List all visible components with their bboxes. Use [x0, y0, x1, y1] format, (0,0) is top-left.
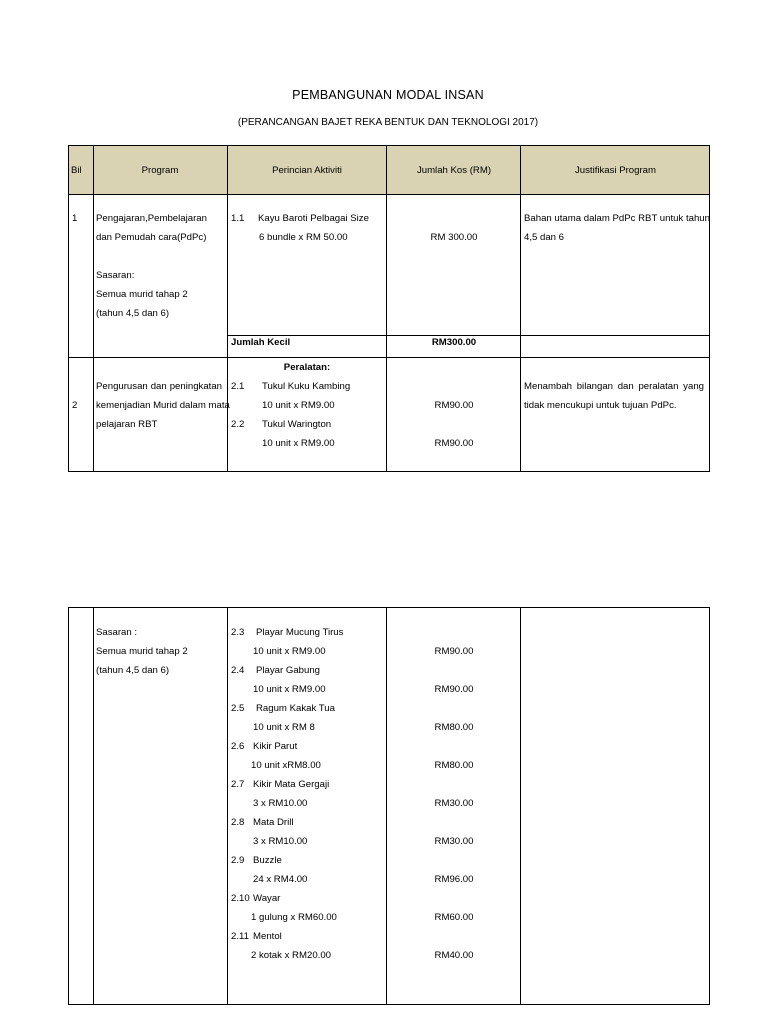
header-bil: Bil — [71, 165, 82, 176]
item-qty: 1 gulung x RM60.00 — [251, 912, 337, 923]
item-qty: 2 kotak x RM20.00 — [251, 950, 331, 961]
row1-sasaran-line2: (tahun 4,5 dan 6) — [96, 308, 170, 319]
item-cost: RM90.00 — [434, 684, 474, 695]
item-cost: RM96.00 — [434, 874, 474, 885]
item-name: Kikir Parut — [253, 741, 298, 752]
row2-item-cost: RM90.00 — [434, 438, 474, 449]
row2-item-name: Tukul Kuku Kambing — [262, 381, 351, 392]
row1-item-no: 1.1 — [231, 213, 245, 224]
row1-item-name: Kayu Baroti Pelbagai Size — [258, 213, 369, 224]
item-name: Playar Mucung Tirus — [256, 627, 344, 638]
header-program: Program — [141, 165, 179, 176]
row2-bil: 2 — [72, 400, 78, 411]
table2-sasaran-line2: (tahun 4,5 dan 6) — [96, 665, 170, 676]
item-cost: RM30.00 — [434, 836, 474, 847]
subtotal-label: Jumlah Kecil — [231, 337, 291, 348]
row2-justification-line2: tidak mencukupi untuk tujuan PdPc. — [524, 400, 677, 411]
item-cost: RM60.00 — [434, 912, 474, 923]
header-justifikasi: Justifikasi Program — [574, 165, 657, 176]
item-no: 2.11 — [231, 931, 249, 942]
row1-item-cost: RM 300.00 — [430, 232, 478, 243]
item-cost: RM80.00 — [434, 760, 474, 771]
item-qty: 3 x RM10.00 — [253, 798, 308, 809]
row1-justification-line1: Bahan utama dalam PdPc RBT untuk tahun — [524, 213, 710, 224]
row1-justification-line2: 4,5 dan 6 — [524, 232, 565, 243]
row2-program-line3: pelajaran RBT — [96, 419, 158, 430]
item-qty: 3 x RM10.00 — [253, 836, 308, 847]
header-kos: Jumlah Kos (RM) — [416, 165, 492, 176]
row2-program-line1: Pengurusan dan peningkatan — [96, 381, 222, 392]
row1-bil: 1 — [72, 213, 78, 224]
item-cost: RM80.00 — [434, 722, 474, 733]
item-cost: RM30.00 — [434, 798, 474, 809]
item-qty: 10 unit x RM9.00 — [253, 684, 326, 695]
row2-item-no: 2.2 — [231, 419, 245, 430]
item-no: 2.3 — [231, 627, 245, 638]
row2-section-label: Peralatan: — [283, 362, 331, 373]
subtotal-value: RM300.00 — [431, 337, 477, 348]
row2-item-qty: 10 unit x RM9.00 — [262, 400, 335, 411]
item-no: 2.9 — [231, 855, 245, 866]
row1-sasaran-label: Sasaran: — [96, 270, 135, 281]
row1-program-line2: dan Pemudah cara(PdPc) — [96, 232, 207, 243]
item-qty: 10 unit x RM 8 — [253, 722, 315, 733]
item-name: Wayar — [253, 893, 281, 904]
item-no: 2.5 — [231, 703, 245, 714]
header-perincian: Perincian Aktiviti — [272, 165, 342, 176]
item-no: 2.4 — [231, 665, 245, 676]
item-name: Buzzle — [253, 855, 282, 866]
item-qty: 10 unit x RM9.00 — [253, 646, 326, 657]
item-no: 2.10 — [231, 893, 250, 904]
item-name: Mentol — [253, 931, 282, 942]
item-no: 2.6 — [231, 741, 245, 752]
item-name: Mata Drill — [253, 817, 294, 828]
row1-sasaran-line1: Semua murid tahap 2 — [96, 289, 188, 300]
row1-program-line1: Pengajaran,Pembelajaran — [96, 213, 207, 224]
row2-item-name: Tukul Warington — [262, 419, 332, 430]
item-cost: RM90.00 — [434, 646, 474, 657]
item-name: Ragum Kakak Tua — [256, 703, 335, 714]
table2-sasaran-label: Sasaran : — [96, 627, 138, 638]
item-qty: 24 x RM4.00 — [253, 874, 308, 885]
table-row — [69, 358, 710, 472]
row1-item-qty: 6 bundle x RM 50.00 — [259, 232, 348, 243]
item-name: Kikir Mata Gergaji — [253, 779, 330, 790]
row2-justification-line1: Menambah bilangan dan peralatan yang — [524, 381, 704, 392]
item-no: 2.7 — [231, 779, 245, 790]
document-subtitle: (PERANCANGAN BAJET REKA BENTUK DAN TEKNOLOGI 2017) — [237, 117, 539, 128]
row2-item-cost: RM90.00 — [434, 400, 474, 411]
item-name: Playar Gabung — [256, 665, 320, 676]
row2-program-line2: kemenjadian Murid dalam mata — [96, 400, 230, 411]
row2-item-qty: 10 unit x RM9.00 — [262, 438, 335, 449]
item-cost: RM40.00 — [434, 950, 474, 961]
item-qty: 10 unit xRM8.00 — [251, 760, 321, 771]
table2-sasaran-line1: Semua murid tahap 2 — [96, 646, 188, 657]
item-no: 2.8 — [231, 817, 245, 828]
document-title: PEMBANGUNAN MODAL INSAN — [292, 88, 484, 102]
row2-item-no: 2.1 — [231, 381, 245, 392]
